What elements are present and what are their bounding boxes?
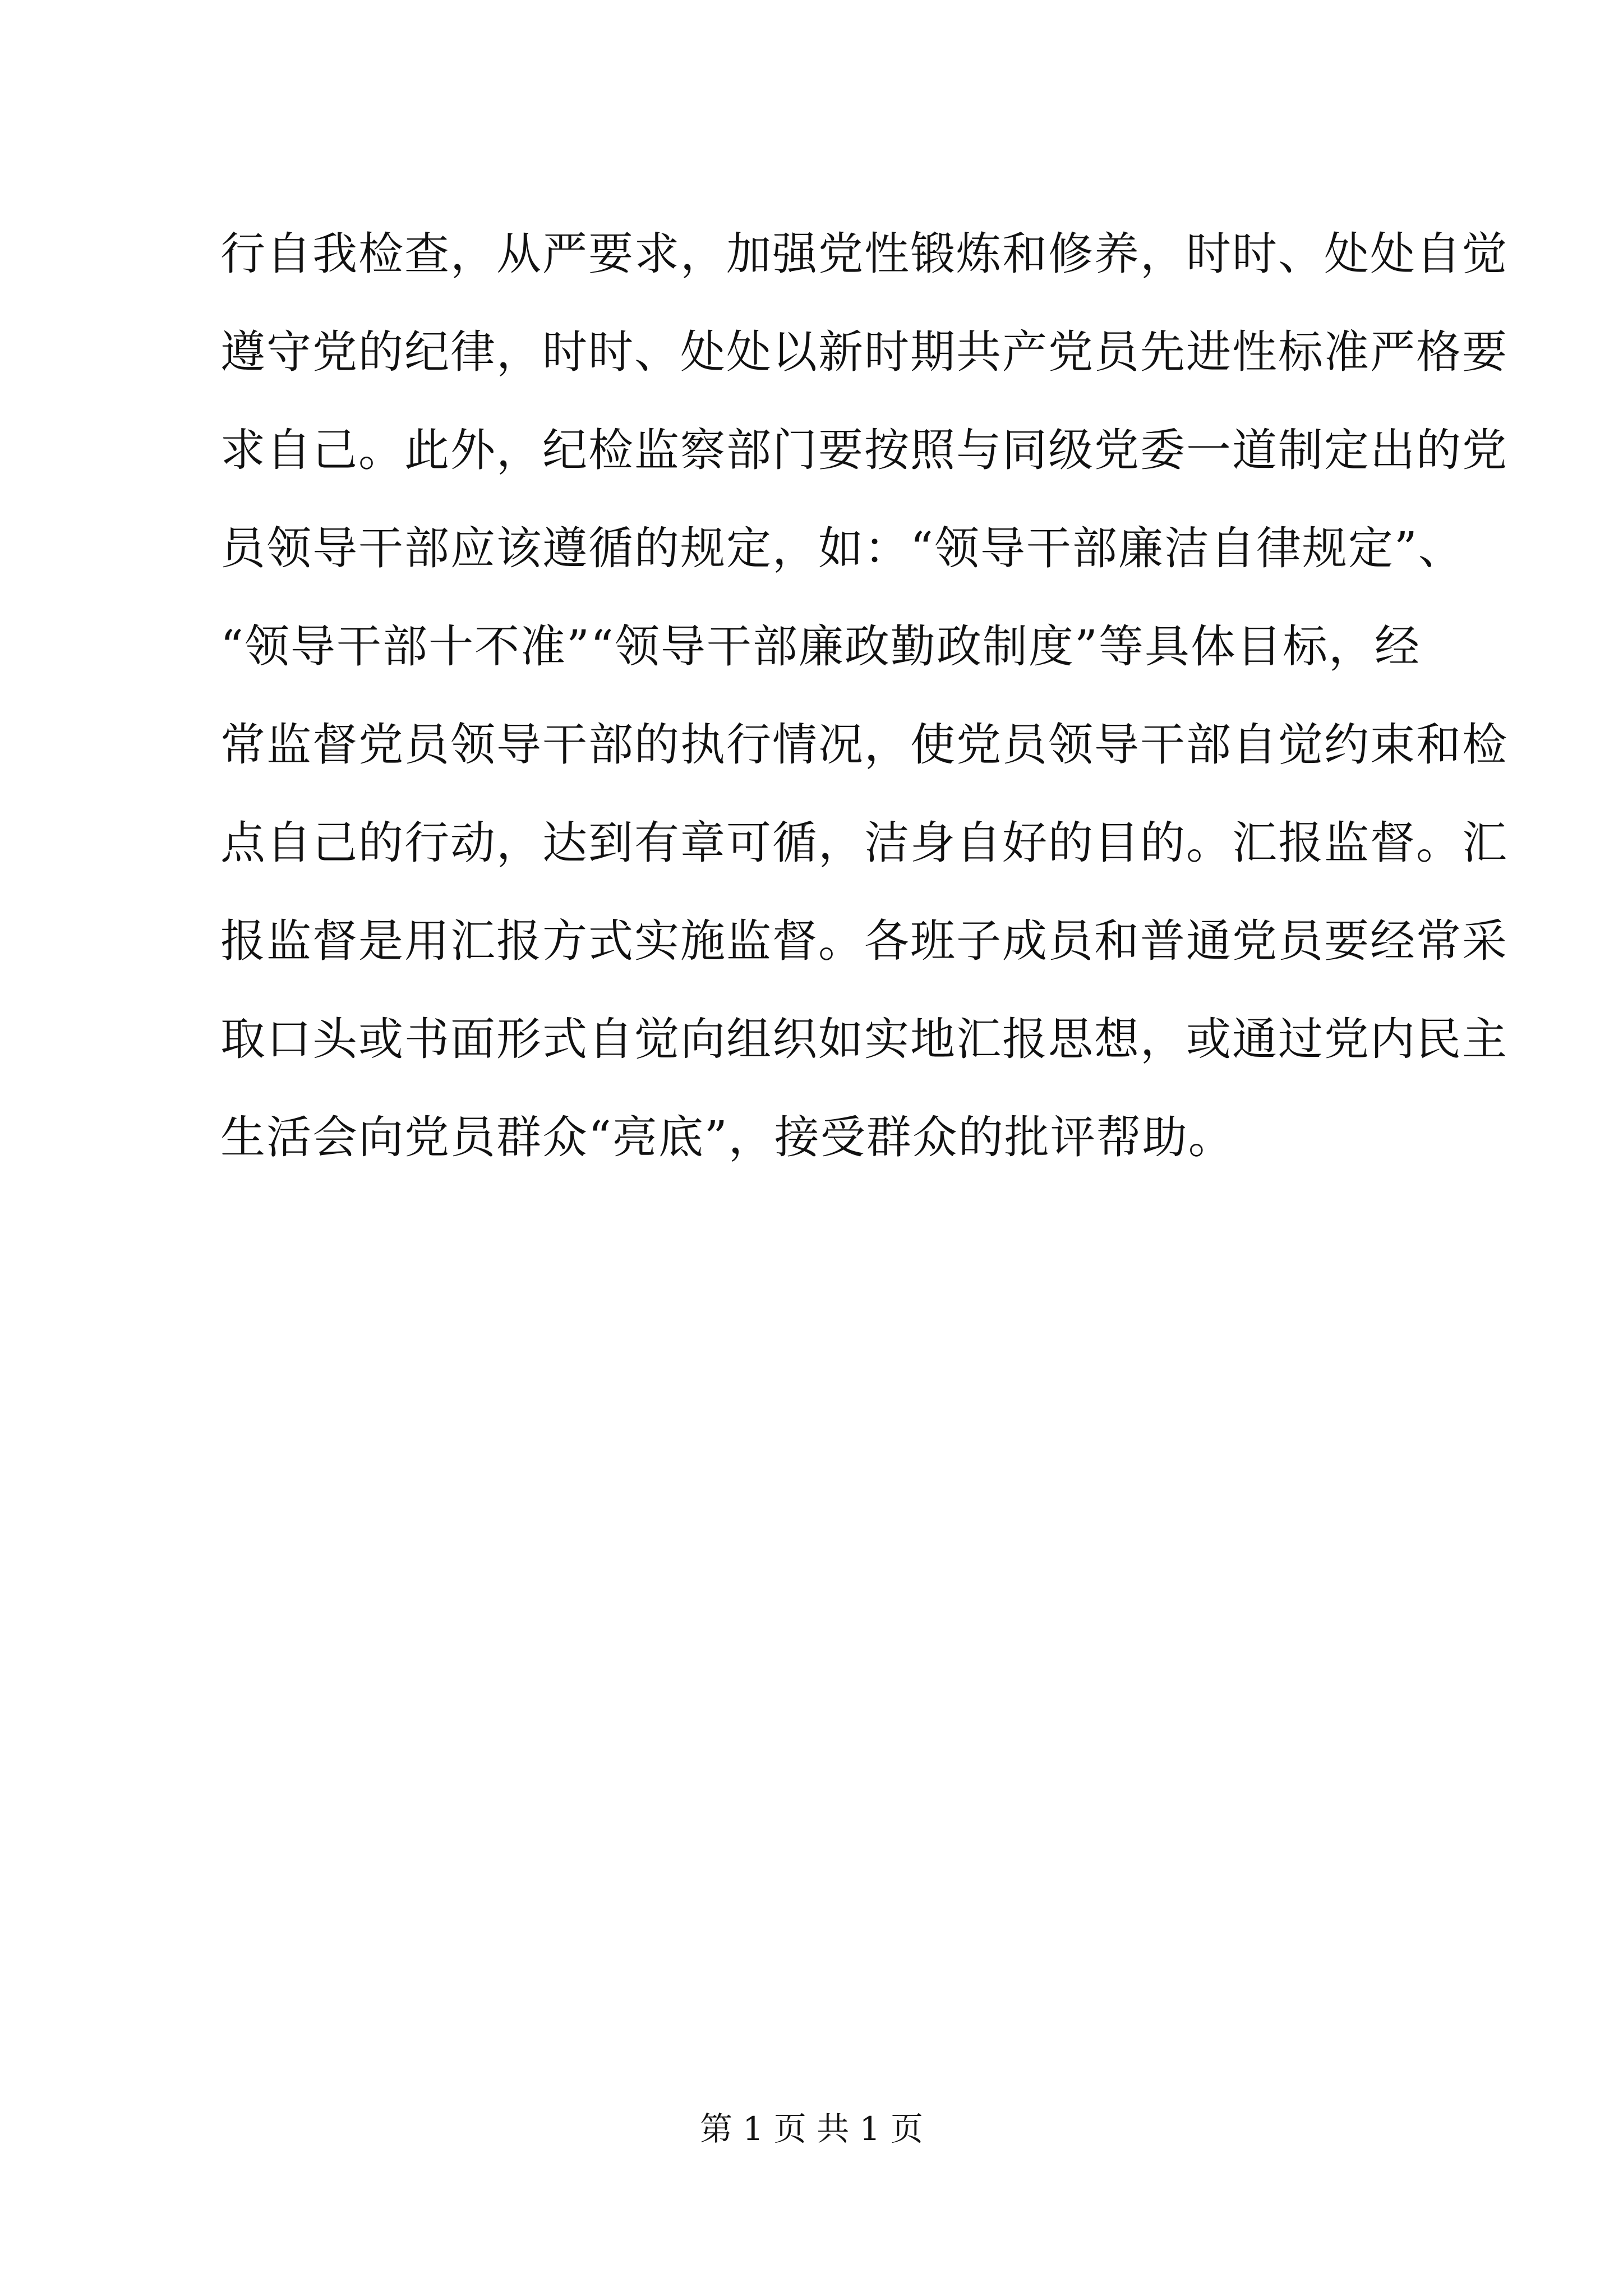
paragraph-line: 员领导干部应该遵循的规定，如：“领导干部廉洁自律规定”、	[220, 522, 1464, 574]
paragraph-line: 求自己。此外，纪检监察部门要按照与同级党委一道制定出的党	[220, 424, 1508, 476]
paragraph-line: 常监督党员领导干部的执行情况，使党员领导干部自觉约束和检	[220, 719, 1508, 771]
paragraph-line: 点自己的行动，达到有章可循，洁身自好的目的。汇报监督。汇	[220, 817, 1508, 869]
page-footer: 第 1 页 共 1 页	[700, 2110, 923, 2148]
paragraph-line: 遵守党的纪律，时时、处处以新时期共产党员先进性标准严格要	[220, 326, 1508, 378]
paragraph-line: “领导干部十不准”“领导干部廉政勤政制度”等具体目标，经	[220, 620, 1421, 673]
paragraph-line: 行自我检查，从严要求，加强党性锻炼和修养，时时、处处自觉	[220, 228, 1508, 280]
paragraph-line: 取口头或书面形式自觉向组织如实地汇报思想，或通过党内民主	[220, 1013, 1508, 1065]
paragraph-line: 生活会向党员群众“亮底”，接受群众的批评帮助。	[220, 1111, 1234, 1163]
body-paragraph	[220, 205, 1508, 1186]
paragraph-line: 报监督是用汇报方式实施监督。各班子成员和普通党员要经常采	[220, 915, 1508, 967]
